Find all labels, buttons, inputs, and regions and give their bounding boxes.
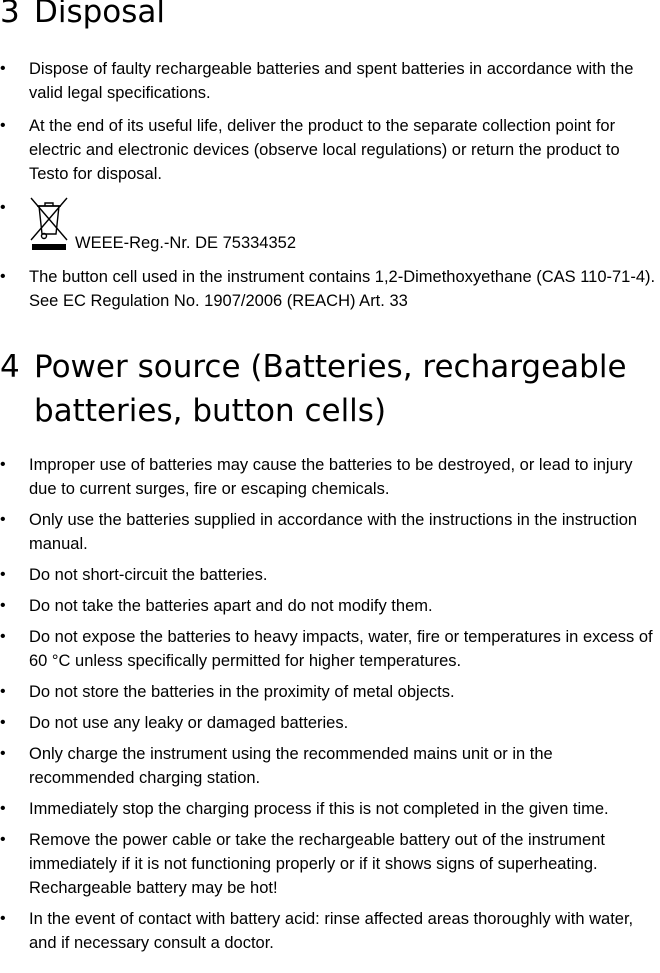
list-item: • In the event of contact with battery acid: rinse affected areas thoroughly with water, and if necessary consult a doctor. bbox=[0, 910, 634, 952]
list-item: • Do not expose the batteries to heavy impacts, water, fire or temperatures in excess of 60 °C unless specifically permitted for higher temperatures. bbox=[0, 628, 653, 670]
section-3-heading bbox=[0, 0, 165, 30]
list-item: • Do not short-circuit the batteries. bbox=[0, 566, 268, 584]
section-4-heading bbox=[0, 345, 654, 433]
list-item: • Immediately stop the charging process if this is not completed in the given time. bbox=[0, 800, 609, 818]
list-item: • Only use the batteries supplied in accordance with the instructions in the instruction manual. bbox=[0, 511, 638, 553]
list-item: • At the end of its useful life, deliver the product to the separate collection point for electric and electronic devices (observe local regulations) or return the product to Testo for disposal. bbox=[0, 117, 620, 183]
crossed-out-wheelie-bin-icon bbox=[29, 196, 69, 252]
section-3-title: Disposal bbox=[34, 0, 166, 30]
list-item: • Do not store the batteries in the proximity of metal objects. bbox=[0, 683, 455, 701]
list-item: • Do not take the batteries apart and do not modify them. bbox=[0, 597, 433, 615]
disposal-list bbox=[0, 57, 660, 313]
list-item: • The button cell used in the instrument contains 1,2-Dimethoxyethane (CAS 110-71-4). See EC Regulation No. 1907/2006 (REACH) Art. 33 bbox=[0, 268, 656, 310]
list-item: • Dispose of faulty rechargeable batteries and spent batteries in accordance with the valid legal specifications. bbox=[0, 60, 634, 102]
section-4-title: Power source (Batteries, rechargeable batteries, button cells) bbox=[34, 349, 627, 429]
list-item: • Only charge the instrument using the recommended mains unit or in the recommended charging station. bbox=[0, 745, 553, 787]
battery-list bbox=[0, 453, 660, 955]
list-item: • Remove the power cable or take the rechargeable battery out of the instrument immediately if it is not functioning properly or if it shows signs of superheating. Rechargeable battery may be hot! bbox=[0, 831, 605, 897]
list-item: • Do not use any leaky or damaged batteries. bbox=[0, 714, 349, 732]
section-4-number: 4 bbox=[0, 349, 20, 385]
list-item: • WEEE-Reg.-Nr. DE 75334352 bbox=[0, 196, 660, 255]
list-item: • Improper use of batteries may cause the batteries to be destroyed, or lead to injury due to current surges, fire or escaping chemicals. bbox=[0, 456, 633, 498]
section-3-number: 3 bbox=[0, 0, 20, 30]
